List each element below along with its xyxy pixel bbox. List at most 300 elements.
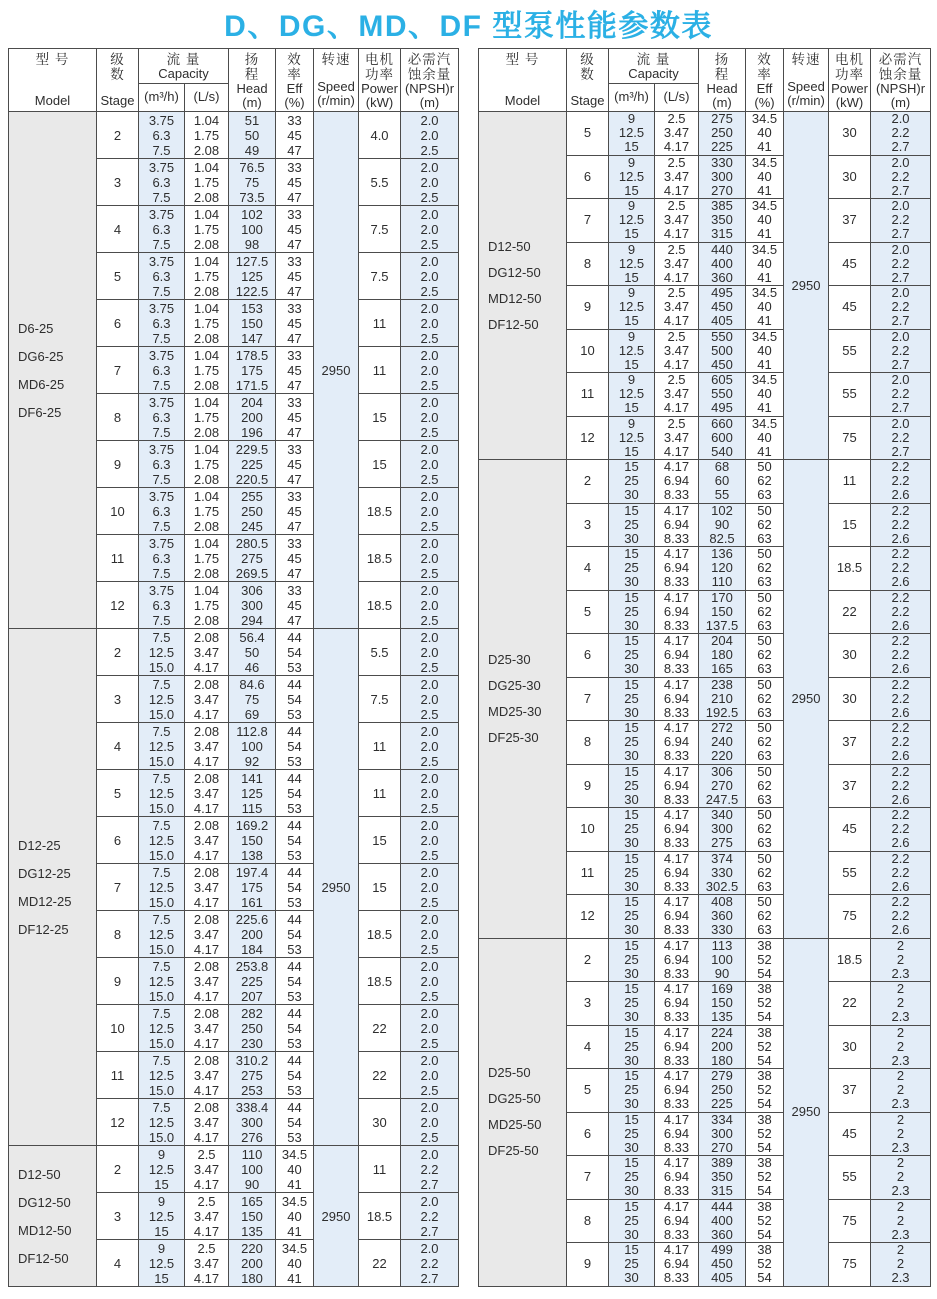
value-line: 15.0: [148, 800, 175, 816]
value-line: 4.17: [663, 443, 690, 459]
value-line: 9: [627, 198, 636, 214]
value-line: 9: [627, 111, 636, 127]
value-line: 2.2: [891, 603, 910, 619]
npsh-cell: [401, 1052, 459, 1099]
npsh-cell: [871, 764, 931, 808]
value-line: 2.5: [420, 847, 439, 863]
stage-value: 4: [583, 560, 592, 576]
header-en-block: [229, 82, 275, 110]
value-line: 15: [624, 226, 639, 242]
flow-ls-cell: [655, 590, 699, 634]
power-value: 55: [842, 864, 857, 880]
flow-m3h-cell: [609, 808, 655, 852]
value-line: 25: [624, 908, 639, 924]
flow-ls-cell: [655, 1243, 699, 1287]
value-line: 4.17: [663, 1024, 690, 1040]
model-name: D25-30: [488, 651, 531, 667]
stage-value: 2: [113, 127, 122, 143]
value-line: 8.33: [663, 878, 690, 894]
value-line: 4.17: [663, 633, 690, 649]
value-line: 12.5: [148, 785, 175, 801]
header-zh-block: [699, 52, 745, 82]
stage-cell: [567, 721, 609, 765]
value-line: 122.5: [235, 283, 269, 299]
eff-cell: [276, 488, 314, 535]
value-line: 2.5: [667, 372, 686, 388]
model-name: MD12-50: [488, 290, 542, 306]
value-line: 30: [624, 1226, 639, 1242]
power-cell: [829, 1025, 871, 1069]
value-line: 52: [757, 995, 772, 1011]
power-value: 55: [842, 1169, 857, 1185]
value-line: 270: [711, 182, 733, 198]
value-line: 1.75: [193, 268, 220, 284]
header-stack: [784, 49, 828, 111]
stage-value: 5: [113, 268, 122, 284]
value-line: 12.5: [618, 255, 645, 271]
header-unit-label: (L/s): [193, 89, 220, 105]
stage-value: 8: [113, 409, 122, 425]
value-line: 4.17: [193, 753, 220, 769]
value-line: 3.47: [663, 168, 690, 184]
value-line: 15: [624, 589, 639, 605]
flow-m3h-cell: [609, 764, 655, 808]
value-line: 2.7: [891, 226, 910, 242]
value-line: 38: [757, 1198, 772, 1214]
head-cell: [699, 373, 746, 417]
value-line: 6.94: [663, 1212, 690, 1228]
stage-cell: [567, 851, 609, 895]
power-cell: [359, 159, 401, 206]
value-line: 8.33: [663, 530, 690, 546]
col-header-model: [479, 49, 567, 112]
value-line: 9: [627, 154, 636, 170]
value-line: 220: [711, 748, 733, 764]
value-line: 2.0: [420, 550, 439, 566]
model-cell: [9, 112, 97, 629]
value-line: 7.5: [152, 189, 171, 205]
value-line: 7.5: [152, 1052, 171, 1068]
flow-ls-cell: [185, 441, 229, 488]
value-line: 315: [711, 1183, 733, 1199]
value-line: 2.2: [891, 516, 910, 532]
value-line: 6.94: [663, 516, 690, 532]
value-line: 2.5: [197, 1240, 216, 1256]
value-line: 2.2: [891, 864, 910, 880]
value-line: 15: [624, 807, 639, 823]
header-zh-label: 级: [110, 52, 125, 67]
value-line: 2.2: [891, 850, 910, 866]
power-value: 37: [842, 734, 857, 750]
header-stack: [746, 49, 783, 111]
value-line: 41: [757, 313, 772, 329]
value-line: 1.04: [193, 112, 220, 128]
value-line: 62: [757, 821, 772, 837]
stage-value: 7: [583, 212, 592, 228]
value-line: 15: [624, 676, 639, 692]
eff-cell: [276, 1052, 314, 1099]
col-header-stage: [567, 49, 609, 112]
value-line: 25: [624, 560, 639, 576]
value-line: 8.33: [663, 1183, 690, 1199]
value-line: 175: [241, 362, 263, 378]
power-value: 18.5: [366, 597, 393, 613]
value-line: 2.2: [891, 777, 910, 793]
header-zh-label: 扬: [714, 52, 730, 67]
value-line: 225: [711, 1096, 733, 1112]
stage-cell: [567, 1199, 609, 1243]
flow-m3h-cell: [139, 629, 185, 676]
value-line: 2: [896, 937, 905, 953]
value-line: 2.2: [891, 720, 910, 736]
stage-value: 8: [583, 734, 592, 750]
power-value: 22: [372, 1020, 387, 1036]
stage-value: 2: [583, 473, 592, 489]
header-stack: [276, 49, 313, 111]
value-line: 15: [624, 443, 639, 459]
flow-ls-cell: [185, 1193, 229, 1240]
value-line: 2.5: [420, 189, 439, 205]
value-line: 50: [757, 459, 772, 475]
value-line: 30: [624, 878, 639, 894]
value-line: 12.5: [618, 342, 645, 358]
value-line: 41: [757, 443, 772, 459]
value-line: 1.75: [193, 409, 220, 425]
value-line: 30: [624, 574, 639, 590]
value-line: 2.2: [891, 342, 910, 358]
value-line: 6.3: [152, 127, 171, 143]
value-line: 47: [287, 518, 302, 534]
value-line: 2.6: [891, 661, 910, 677]
header-zh-block: [567, 52, 608, 82]
head-cell: [699, 503, 746, 547]
npsh-cell: [401, 441, 459, 488]
value-line: 45: [287, 315, 302, 331]
value-line: 15: [624, 182, 639, 198]
value-line: 253.8: [235, 958, 269, 974]
value-line: 2.2: [891, 589, 910, 605]
value-line: 2.0: [420, 362, 439, 378]
eff-cell: [276, 629, 314, 676]
value-line: 2.2: [891, 560, 910, 576]
model-name: D12-50: [18, 1166, 61, 1182]
header-zh-block: [829, 52, 870, 82]
value-line: 12.5: [148, 1067, 175, 1083]
model-name-list: [479, 1066, 566, 1158]
npsh-cell: [871, 1112, 931, 1156]
value-line: 1.75: [193, 174, 220, 190]
header-zh-label: 程: [714, 67, 730, 82]
value-line: 2.08: [193, 1099, 220, 1115]
value-line: 269.5: [235, 565, 269, 581]
value-line: 2.0: [420, 503, 439, 519]
table-header: [9, 49, 459, 112]
header-row-1: [9, 49, 459, 84]
flow-m3h-cell: [609, 1112, 655, 1156]
value-line: 169: [711, 981, 733, 997]
table-row: [479, 112, 931, 156]
flow-ls-cell: [185, 958, 229, 1005]
npsh-cell: [401, 535, 459, 582]
value-line: 294: [241, 612, 263, 628]
value-line: 75: [244, 691, 260, 707]
flow-m3h-cell: [609, 634, 655, 678]
value-line: 7.5: [152, 817, 171, 833]
model-name: DG25-30: [488, 677, 541, 693]
value-line: 15: [154, 1223, 169, 1239]
value-line: 45: [287, 550, 302, 566]
value-line: 310.2: [235, 1052, 269, 1068]
value-line: 2.5: [420, 424, 439, 440]
value-line: 4.17: [193, 894, 220, 910]
value-line: 3.47: [193, 785, 220, 801]
value-line: 38: [757, 1024, 772, 1040]
value-line: 102: [711, 502, 733, 518]
eff-cell: [276, 723, 314, 770]
stage-value: 3: [583, 516, 592, 532]
flow-m3h-cell: [609, 982, 655, 1026]
value-line: 2.0: [420, 738, 439, 754]
flow-m3h-cell: [609, 503, 655, 547]
power-cell: [359, 1240, 401, 1287]
value-line: 2.6: [891, 574, 910, 590]
stage-cell: [567, 155, 609, 199]
power-value: 75: [842, 429, 857, 445]
value-line: 54: [757, 965, 772, 981]
value-line: 2.0: [420, 1005, 439, 1021]
head-cell: [229, 206, 276, 253]
value-line: 2.08: [193, 1052, 220, 1068]
flow-ls-cell: [185, 864, 229, 911]
value-line: 2.5: [420, 377, 439, 393]
stage-cell: [567, 1112, 609, 1156]
flow-ls-cell: [655, 286, 699, 330]
value-line: 15.0: [148, 988, 175, 1004]
value-line: 3.47: [193, 1067, 220, 1083]
stage-value: 12: [110, 1114, 125, 1130]
head-cell: [699, 416, 746, 460]
head-cell: [699, 1199, 746, 1243]
power-value: 11: [372, 362, 387, 378]
value-line: 33: [287, 441, 302, 457]
power-cell: [829, 1156, 871, 1200]
value-line: 4.17: [663, 676, 690, 692]
value-line: 41: [757, 269, 772, 285]
eff-cell: [276, 441, 314, 488]
flow-ls-cell: [185, 1146, 229, 1193]
value-line: 2.2: [891, 546, 910, 562]
value-line: 2.6: [891, 791, 910, 807]
value-line: 270: [711, 1139, 733, 1155]
value-line: 2.7: [420, 1176, 439, 1192]
value-line: 12.5: [618, 386, 645, 402]
power-value: 15: [372, 832, 387, 848]
header-en-block: [871, 82, 930, 110]
value-line: 45: [287, 409, 302, 425]
header-en-label: Stage: [100, 93, 135, 108]
value-line: 98: [244, 236, 260, 252]
power-value: 11: [372, 785, 387, 801]
npsh-cell: [871, 199, 931, 243]
value-line: 50: [757, 633, 772, 649]
value-line: 54: [287, 926, 302, 942]
model-name: DG6-25: [18, 348, 64, 364]
power-value: 45: [842, 1125, 857, 1141]
value-line: 7.5: [152, 770, 171, 786]
power-cell: [829, 199, 871, 243]
value-line: 2.0: [420, 597, 439, 613]
model-cell: [9, 1146, 97, 1287]
value-line: 69: [244, 706, 260, 722]
value-line: 33: [287, 488, 302, 504]
flow-m3h-cell: [609, 938, 655, 982]
power-cell: [829, 590, 871, 634]
value-line: 40: [757, 168, 772, 184]
value-line: 54: [287, 644, 302, 660]
header-en-block: [746, 82, 783, 110]
flow-ls-cell: [655, 199, 699, 243]
stage-value: 3: [113, 174, 122, 190]
value-line: 47: [287, 565, 302, 581]
flow-ls-cell: [655, 547, 699, 591]
stage-cell: [97, 206, 139, 253]
value-line: 68: [714, 459, 730, 475]
head-cell: [229, 676, 276, 723]
flow-ls-cell: [655, 851, 699, 895]
value-line: 30: [624, 1052, 639, 1068]
value-line: 40: [757, 299, 772, 315]
eff-cell: [746, 416, 784, 460]
value-line: 15: [624, 1068, 639, 1084]
value-line: 2.0: [420, 1020, 439, 1036]
power-cell: [829, 982, 871, 1026]
flow-m3h-cell: [609, 1069, 655, 1113]
value-line: 138: [241, 847, 263, 863]
stage-value: 4: [113, 738, 122, 754]
value-line: 3.75: [148, 535, 175, 551]
eff-cell: [746, 982, 784, 1026]
value-line: 3.47: [193, 1255, 220, 1271]
col-header-capacity-unit: [185, 83, 229, 111]
value-line: 15: [624, 269, 639, 285]
value-line: 196: [241, 424, 263, 440]
flow-ls-cell: [185, 629, 229, 676]
header-en-label: Stage: [570, 93, 605, 108]
flow-ls-cell: [655, 938, 699, 982]
head-cell: [229, 1240, 276, 1287]
value-line: 52: [757, 1169, 772, 1185]
value-line: 25: [624, 1169, 639, 1185]
value-line: 52: [757, 1256, 772, 1272]
value-line: 6.94: [663, 1038, 690, 1054]
header-zh-label: 蚀余量: [407, 67, 452, 82]
header-zh-block: [746, 52, 783, 82]
flow-m3h-cell: [609, 242, 655, 286]
value-line: 2.6: [891, 704, 910, 720]
value-line: 2: [896, 1068, 905, 1084]
power-cell: [359, 1099, 401, 1146]
value-line: 2.6: [891, 530, 910, 546]
table-header: [479, 49, 931, 112]
value-line: 7.5: [152, 723, 171, 739]
value-line: 6.3: [152, 503, 171, 519]
header-en-block: [699, 82, 745, 110]
value-line: 3.47: [663, 299, 690, 315]
eff-cell: [746, 851, 784, 895]
value-line: 62: [757, 777, 772, 793]
head-cell: [699, 155, 746, 199]
flow-ls-cell: [655, 764, 699, 808]
value-line: 12.5: [148, 738, 175, 754]
value-line: 225: [711, 139, 733, 155]
value-line: 33: [287, 347, 302, 363]
value-line: 40: [287, 1255, 302, 1271]
stage-cell: [567, 677, 609, 721]
value-line: 50: [757, 894, 772, 910]
value-line: 275: [241, 1067, 263, 1083]
value-line: 207: [241, 988, 263, 1004]
value-line: 44: [287, 676, 302, 692]
value-line: 405: [711, 313, 733, 329]
value-line: 2.5: [667, 241, 686, 257]
flow-m3h-cell: [139, 1193, 185, 1240]
value-line: 2: [896, 981, 905, 997]
value-line: 150: [711, 995, 733, 1011]
flow-m3h-cell: [609, 1156, 655, 1200]
value-line: 40: [757, 342, 772, 358]
value-line: 150: [241, 832, 263, 848]
value-line: 2.08: [193, 283, 220, 299]
npsh-cell: [871, 1243, 931, 1287]
value-line: 315: [711, 226, 733, 242]
value-line: 3.47: [663, 255, 690, 271]
value-line: 63: [757, 661, 772, 677]
value-line: 15: [624, 1024, 639, 1040]
value-line: 300: [711, 821, 733, 837]
value-line: 47: [287, 236, 302, 252]
head-cell: [229, 1146, 276, 1193]
npsh-cell: [871, 721, 931, 765]
value-line: 25: [624, 821, 639, 837]
value-line: 2.7: [420, 1223, 439, 1239]
value-line: 12.5: [148, 644, 175, 660]
flow-ls-cell: [185, 253, 229, 300]
head-cell: [699, 677, 746, 721]
value-line: 30: [624, 922, 639, 938]
value-line: 2.5: [420, 800, 439, 816]
value-line: 2.0: [420, 456, 439, 472]
value-line: 8.33: [663, 1139, 690, 1155]
flow-m3h-cell: [609, 286, 655, 330]
table-body: [9, 112, 459, 1287]
value-line: 306: [711, 763, 733, 779]
value-line: 6.94: [663, 864, 690, 880]
stage-value: 11: [110, 550, 125, 566]
power-cell: [829, 1243, 871, 1287]
value-line: 4.17: [663, 807, 690, 823]
eff-cell: [746, 677, 784, 721]
value-line: 1.75: [193, 315, 220, 331]
header-unit-label: (m³/h): [144, 89, 179, 105]
value-line: 127.5: [235, 253, 269, 269]
value-line: 238: [711, 676, 733, 692]
stage-cell: [97, 253, 139, 300]
power-cell: [829, 329, 871, 373]
value-line: 30: [624, 748, 639, 764]
value-line: 6.94: [663, 1082, 690, 1098]
value-line: 2.0: [420, 159, 439, 175]
value-line: 200: [711, 1038, 733, 1054]
